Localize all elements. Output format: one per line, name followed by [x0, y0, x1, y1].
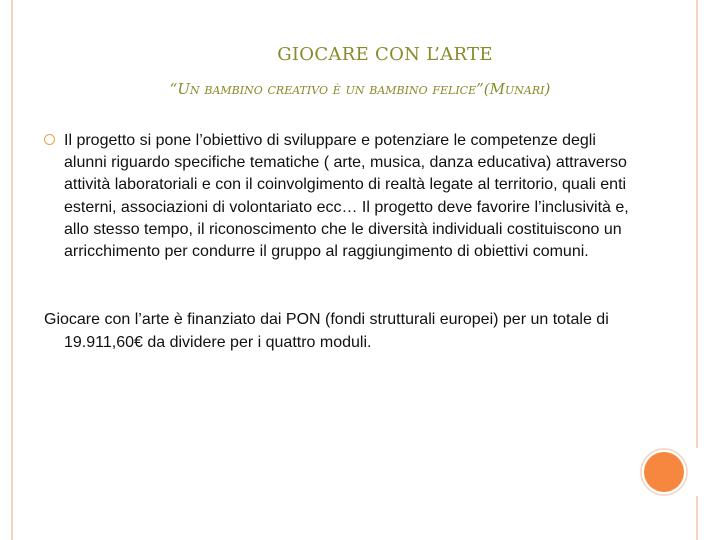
slide-title: GIOCARE CON L’ARTE [277, 44, 493, 65]
corner-circle [644, 452, 684, 492]
circle-bullet-icon [44, 134, 55, 145]
bullet-item [44, 130, 634, 263]
slide-subtitle: “Un bambino creativo è un bambino felice”(Munari) [169, 80, 551, 98]
bullet-text: Il progetto si pone l’obiettivo di sviluppare e potenziare le competenze degli alunni riguardo specifiche tematiche ( arte, musica, danza educativa) attraverso attività laboratoriali e con il coinvolgimento di realtà legate al territorio, quali enti esterni, associazioni di volontariato ecc… Il progetto deve favorire l’inclusività e, allo stesso tempo, il riconoscimento che le diversità individuali costituiscono un arricchimento per condurre il gruppo al raggiungimento di obiettivi comuni. [64, 132, 629, 261]
funding-paragraph: Giocare con l’arte è finanziato dai PON (fondi strutturali europei) per un totale di 19.911,60€ da dividere per i quattro moduli. [44, 311, 609, 351]
